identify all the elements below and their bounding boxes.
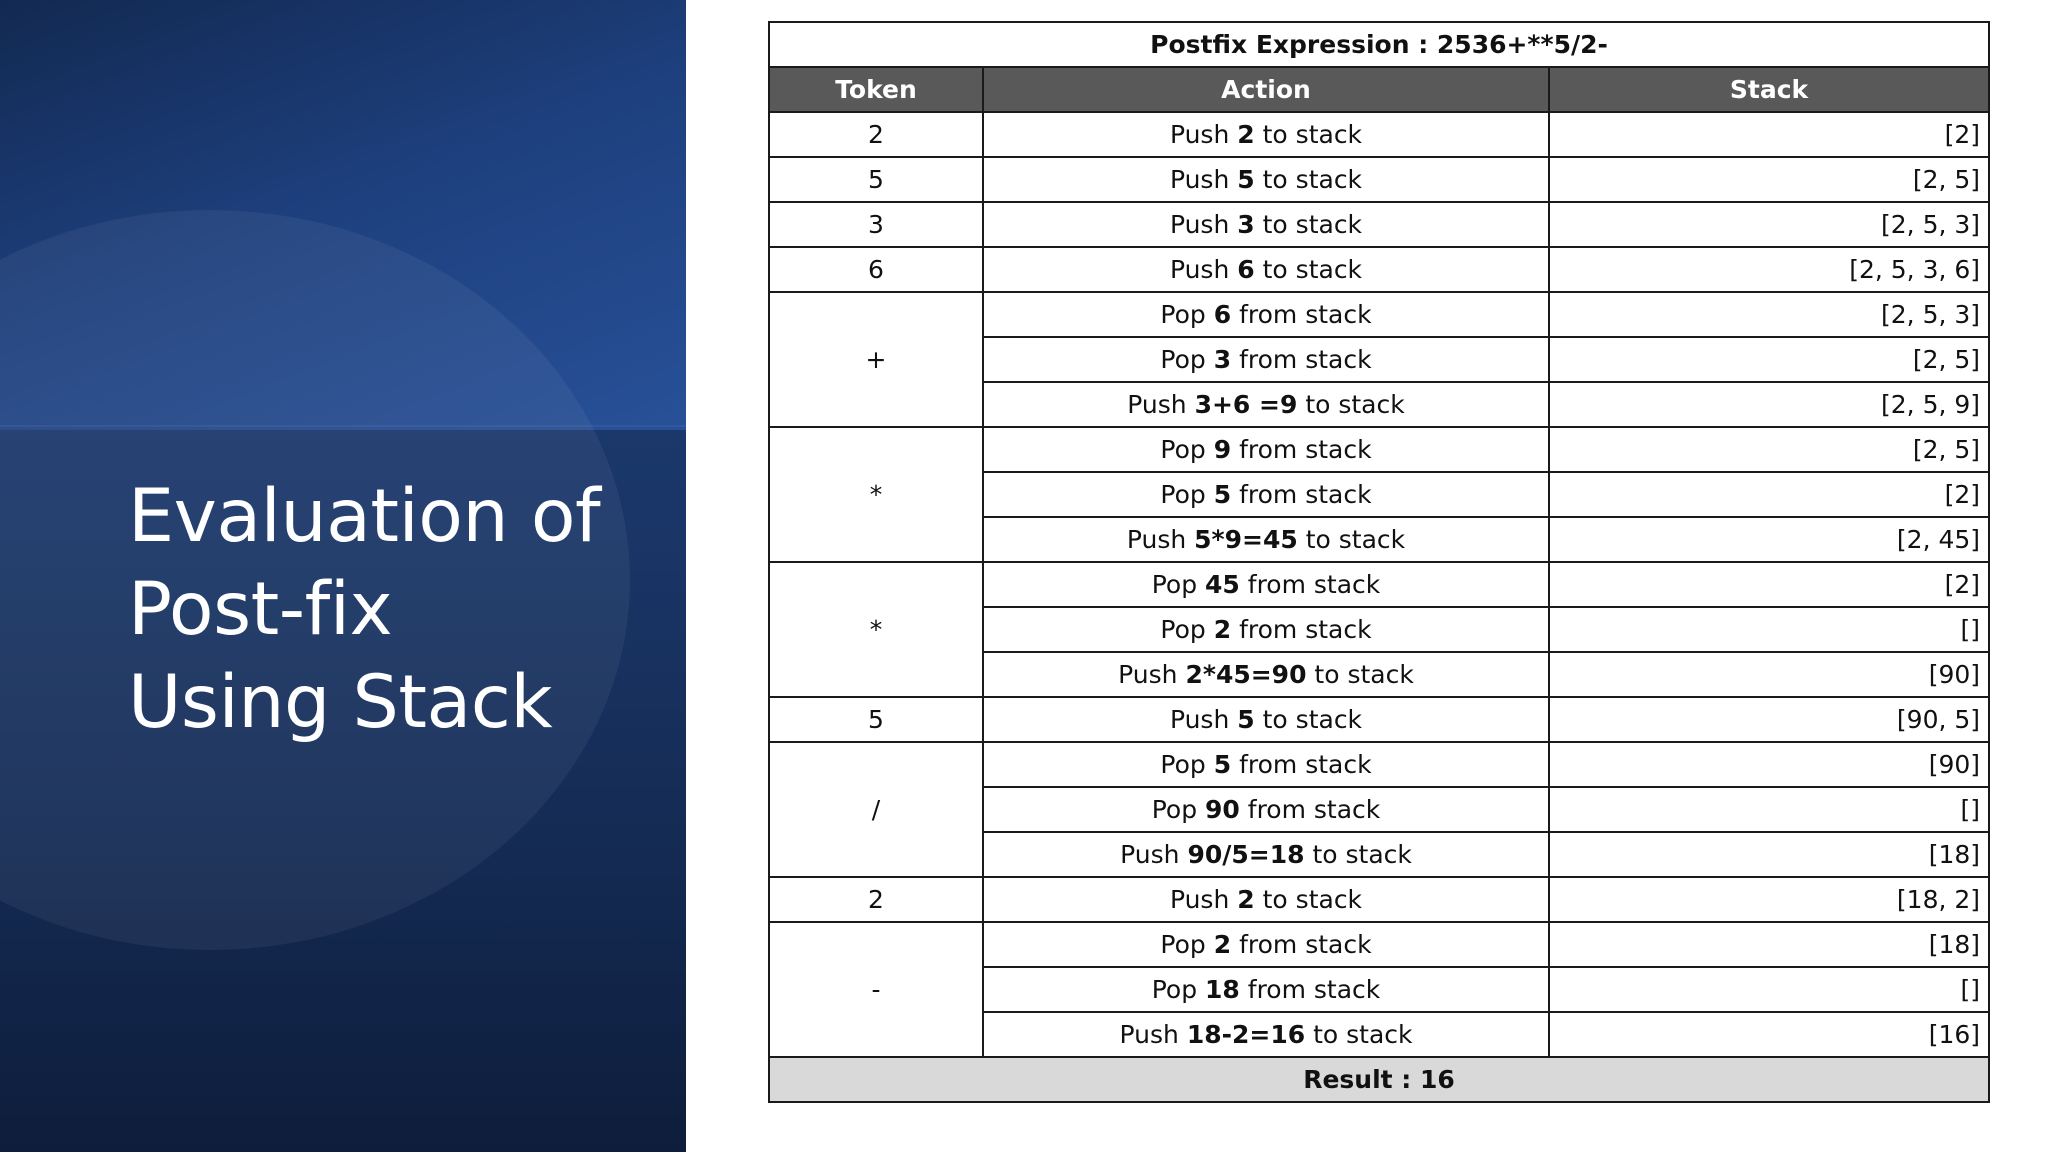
token-cell: 2 <box>769 112 983 157</box>
action-cell <box>983 112 1549 157</box>
action-value: 3+6 =9 <box>1194 390 1298 419</box>
token-cell: - <box>769 922 983 1057</box>
stack-cell: [2, 5, 9] <box>1549 382 1989 427</box>
action-cell <box>983 967 1549 1012</box>
action-value: 5 <box>1213 750 1232 779</box>
table-row <box>769 922 1989 967</box>
action-cell <box>983 157 1549 202</box>
stack-cell: [16] <box>1549 1012 1989 1057</box>
token-cell: + <box>769 292 983 427</box>
action-suffix: to stack <box>1262 165 1363 194</box>
stack-cell: [2] <box>1549 112 1989 157</box>
result-label: Result : 16 <box>769 1057 1989 1102</box>
token-cell: 3 <box>769 202 983 247</box>
action-suffix: to stack <box>1262 255 1363 284</box>
action-verb: Push <box>1119 1020 1179 1049</box>
action-value: 90 <box>1205 795 1240 824</box>
stack-cell: [2, 45] <box>1549 517 1989 562</box>
action-verb: Push <box>1169 885 1230 914</box>
action-suffix: from stack <box>1247 570 1381 599</box>
table-row <box>769 562 1989 607</box>
expression-row <box>769 22 1989 67</box>
token-cell: * <box>769 562 983 697</box>
action-suffix: to stack <box>1262 120 1363 149</box>
action-verb: Pop <box>1160 300 1206 329</box>
action-value: 3 <box>1213 345 1232 374</box>
header-action: Action <box>983 67 1549 112</box>
stack-cell: [2, 5] <box>1549 157 1989 202</box>
action-suffix: from stack <box>1239 930 1372 959</box>
action-value: 3 <box>1237 210 1255 239</box>
action-cell <box>983 562 1549 607</box>
header-stack: Stack <box>1549 67 1989 112</box>
action-verb: Pop <box>1160 435 1206 464</box>
action-suffix: to stack <box>1305 525 1406 554</box>
action-verb: Pop <box>1160 480 1206 509</box>
action-cell <box>983 337 1549 382</box>
action-suffix: to stack <box>1262 705 1363 734</box>
stack-cell: [] <box>1549 967 1989 1012</box>
postfix-evaluation-table <box>768 21 1990 1103</box>
action-cell <box>983 652 1549 697</box>
action-verb: Pop <box>1151 975 1198 1004</box>
action-suffix: from stack <box>1239 750 1372 779</box>
action-value: 5*9=45 <box>1194 525 1298 554</box>
token-cell: 5 <box>769 697 983 742</box>
action-cell <box>983 517 1549 562</box>
action-verb: Push <box>1169 705 1230 734</box>
table-row <box>769 697 1989 742</box>
header-token: Token <box>769 67 983 112</box>
action-value: 6 <box>1213 300 1232 329</box>
slide-title <box>128 470 668 749</box>
action-suffix: from stack <box>1239 480 1372 509</box>
action-value: 9 <box>1213 435 1232 464</box>
table-row <box>769 877 1989 922</box>
action-value: 45 <box>1205 570 1240 599</box>
table-row <box>769 742 1989 787</box>
action-verb: Push <box>1126 525 1187 554</box>
token-cell: 5 <box>769 157 983 202</box>
stack-cell: [2] <box>1549 472 1989 517</box>
action-verb: Push <box>1118 660 1178 689</box>
action-suffix: from stack <box>1247 795 1381 824</box>
stack-cell: [2, 5] <box>1549 427 1989 472</box>
stack-cell: [18, 2] <box>1549 877 1989 922</box>
action-cell <box>983 922 1549 967</box>
token-cell: 6 <box>769 247 983 292</box>
slide-title-line-3: Using Stack <box>128 660 553 745</box>
action-verb: Pop <box>1151 570 1198 599</box>
action-suffix: to stack <box>1313 1020 1413 1049</box>
action-cell <box>983 697 1549 742</box>
header-row <box>769 67 1989 112</box>
action-suffix: from stack <box>1239 300 1372 329</box>
slide-title-line-1: Evaluation of <box>128 474 601 559</box>
action-suffix: to stack <box>1262 210 1363 239</box>
action-value: 18-2=16 <box>1186 1020 1306 1049</box>
stack-cell: [2, 5, 3, 6] <box>1549 247 1989 292</box>
action-cell <box>983 427 1549 472</box>
action-cell <box>983 607 1549 652</box>
action-verb: Push <box>1169 255 1230 284</box>
action-suffix: from stack <box>1239 615 1372 644</box>
action-value: 5 <box>1213 480 1232 509</box>
action-suffix: to stack <box>1314 660 1414 689</box>
action-cell <box>983 787 1549 832</box>
table-row <box>769 112 1989 157</box>
slide-title-line-2: Post-fix <box>128 567 393 652</box>
stack-cell: [2, 5, 3] <box>1549 292 1989 337</box>
action-value: 18 <box>1205 975 1240 1004</box>
action-verb: Pop <box>1160 615 1206 644</box>
action-suffix: from stack <box>1247 975 1381 1004</box>
stack-cell: [90] <box>1549 742 1989 787</box>
token-cell: / <box>769 742 983 877</box>
action-verb: Pop <box>1151 795 1198 824</box>
action-cell <box>983 742 1549 787</box>
stack-cell: [2, 5, 3] <box>1549 202 1989 247</box>
stack-cell: [90] <box>1549 652 1989 697</box>
stack-cell: [18] <box>1549 922 1989 967</box>
action-suffix: from stack <box>1239 345 1372 374</box>
action-suffix: to stack <box>1262 885 1363 914</box>
action-cell <box>983 202 1549 247</box>
action-verb: Push <box>1120 840 1180 869</box>
action-value: 2 <box>1237 885 1255 914</box>
action-cell <box>983 1012 1549 1057</box>
action-cell <box>983 472 1549 517</box>
action-value: 5 <box>1237 165 1255 194</box>
action-verb: Pop <box>1160 750 1206 779</box>
stack-cell: [90, 5] <box>1549 697 1989 742</box>
action-cell <box>983 382 1549 427</box>
table-row <box>769 157 1989 202</box>
action-value: 5 <box>1237 705 1255 734</box>
panel-divider <box>0 425 686 427</box>
stack-cell: [2] <box>1549 562 1989 607</box>
action-verb: Push <box>1169 120 1230 149</box>
token-cell: 2 <box>769 877 983 922</box>
action-value: 2 <box>1213 930 1232 959</box>
action-verb: Push <box>1169 210 1230 239</box>
left-title-panel <box>0 0 686 1152</box>
action-verb: Pop <box>1160 345 1206 374</box>
table-row <box>769 247 1989 292</box>
action-verb: Push <box>1127 390 1187 419</box>
stack-cell: [] <box>1549 607 1989 652</box>
table-row <box>769 427 1989 472</box>
action-cell <box>983 832 1549 877</box>
stack-cell: [] <box>1549 787 1989 832</box>
action-value: 6 <box>1237 255 1255 284</box>
stack-cell: [18] <box>1549 832 1989 877</box>
action-cell <box>983 247 1549 292</box>
stack-cell: [2, 5] <box>1549 337 1989 382</box>
action-value: 90/5=18 <box>1187 840 1305 869</box>
action-suffix: from stack <box>1239 435 1372 464</box>
action-value: 2*45=90 <box>1185 660 1307 689</box>
action-value: 2 <box>1213 615 1232 644</box>
action-cell <box>983 292 1549 337</box>
table-row <box>769 292 1989 337</box>
action-verb: Pop <box>1160 930 1206 959</box>
expression-label: Postfix Expression : 2536+**5/2- <box>769 22 1989 67</box>
table-row <box>769 202 1989 247</box>
action-verb: Push <box>1169 165 1230 194</box>
token-cell: * <box>769 427 983 562</box>
action-value: 2 <box>1237 120 1255 149</box>
result-row <box>769 1057 1989 1102</box>
action-cell <box>983 877 1549 922</box>
action-suffix: to stack <box>1305 390 1405 419</box>
action-suffix: to stack <box>1312 840 1412 869</box>
